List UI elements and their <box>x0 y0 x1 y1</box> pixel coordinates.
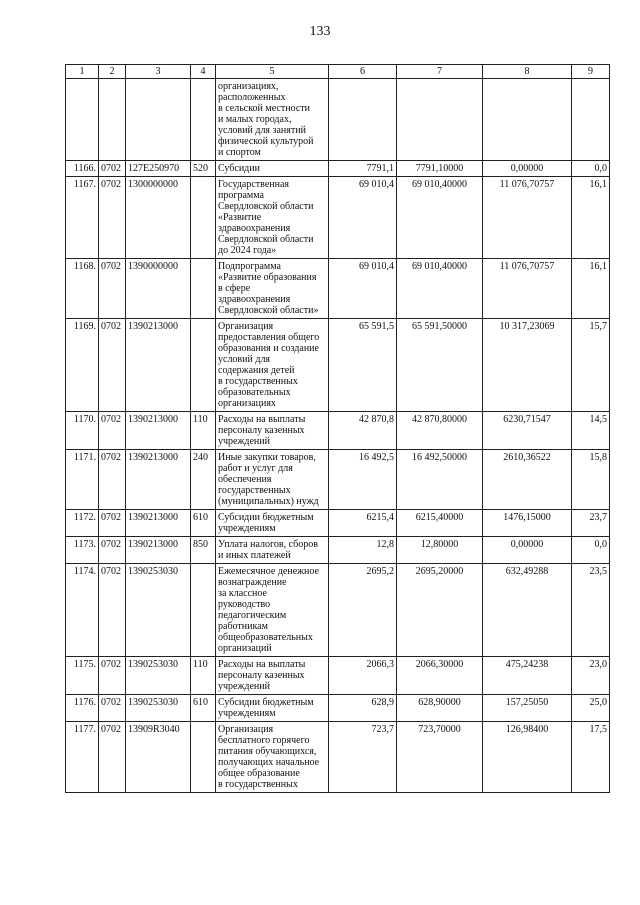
target-article-cell: 1390253030 <box>126 695 191 722</box>
row-number-cell <box>66 79 99 161</box>
row-number-cell: 1173. <box>66 537 99 564</box>
target-article-cell <box>126 79 191 161</box>
planned-amount-cell: 2695,20000 <box>397 564 483 657</box>
table-row <box>66 564 610 657</box>
executed-amount-cell <box>483 79 572 161</box>
target-article-cell: 1390213000 <box>126 510 191 537</box>
planned-amount-cell: 42 870,80000 <box>397 412 483 450</box>
expense-type-cell: 240 <box>191 450 216 510</box>
approved-amount-cell: 16 492,5 <box>329 450 397 510</box>
section-code-cell: 0702 <box>99 412 126 450</box>
item-name-cell: Расходы на выплаты персоналу казенных учреждений <box>216 412 329 450</box>
execution-percent-cell: 16,1 <box>572 259 610 319</box>
execution-percent-cell: 25,0 <box>572 695 610 722</box>
section-code-cell: 0702 <box>99 657 126 695</box>
execution-percent-cell: 15,8 <box>572 450 610 510</box>
approved-amount-cell: 723,7 <box>329 722 397 793</box>
section-code-cell: 0702 <box>99 319 126 412</box>
column-header: 9 <box>572 65 610 79</box>
planned-amount-cell: 16 492,50000 <box>397 450 483 510</box>
target-article-cell: 1390253030 <box>126 564 191 657</box>
expense-type-cell: 610 <box>191 695 216 722</box>
section-code-cell: 0702 <box>99 450 126 510</box>
row-number-cell: 1166. <box>66 161 99 177</box>
target-article-cell: 13909R3040 <box>126 722 191 793</box>
table-row <box>66 537 610 564</box>
table-row <box>66 510 610 537</box>
column-header: 8 <box>483 65 572 79</box>
approved-amount-cell: 42 870,8 <box>329 412 397 450</box>
execution-percent-cell: 14,5 <box>572 412 610 450</box>
planned-amount-cell: 723,70000 <box>397 722 483 793</box>
expense-type-cell <box>191 319 216 412</box>
expense-type-cell: 610 <box>191 510 216 537</box>
approved-amount-cell <box>329 79 397 161</box>
column-header: 5 <box>216 65 329 79</box>
approved-amount-cell: 2695,2 <box>329 564 397 657</box>
row-number-cell: 1174. <box>66 564 99 657</box>
section-code-cell: 0702 <box>99 161 126 177</box>
approved-amount-cell: 69 010,4 <box>329 177 397 259</box>
section-code-cell <box>99 79 126 161</box>
page-number: 133 <box>309 24 331 39</box>
expense-type-cell: 520 <box>191 161 216 177</box>
item-name-cell: Ежемесячное денежное вознаграждение за классное руководство педагогическим работникам общеобразовательных организаций <box>216 564 329 657</box>
executed-amount-cell: 11 076,70757 <box>483 259 572 319</box>
target-article-cell: 1300000000 <box>126 177 191 259</box>
planned-amount-cell <box>397 79 483 161</box>
execution-percent-cell: 15,7 <box>572 319 610 412</box>
executed-amount-cell: 632,49288 <box>483 564 572 657</box>
row-number-cell: 1172. <box>66 510 99 537</box>
planned-amount-cell: 2066,30000 <box>397 657 483 695</box>
execution-percent-cell: 0,0 <box>572 161 610 177</box>
table-row <box>66 412 610 450</box>
target-article-cell: 1390000000 <box>126 259 191 319</box>
execution-percent-cell: 23,7 <box>572 510 610 537</box>
target-article-cell: 1390213000 <box>126 412 191 450</box>
execution-percent-cell: 23,5 <box>572 564 610 657</box>
planned-amount-cell: 69 010,40000 <box>397 259 483 319</box>
row-number-cell: 1167. <box>66 177 99 259</box>
executed-amount-cell: 475,24238 <box>483 657 572 695</box>
item-name-cell: организациях, расположенных в сельской местности и малых городах, условий для занятий физической культурой и спортом <box>216 79 329 161</box>
expense-type-cell <box>191 259 216 319</box>
target-article-cell: 1390253030 <box>126 657 191 695</box>
planned-amount-cell: 7791,10000 <box>397 161 483 177</box>
expense-type-cell <box>191 177 216 259</box>
executed-amount-cell: 157,25050 <box>483 695 572 722</box>
column-header: 6 <box>329 65 397 79</box>
approved-amount-cell: 628,9 <box>329 695 397 722</box>
row-number-cell: 1175. <box>66 657 99 695</box>
approved-amount-cell: 69 010,4 <box>329 259 397 319</box>
section-code-cell: 0702 <box>99 537 126 564</box>
execution-percent-cell: 16,1 <box>572 177 610 259</box>
expense-type-cell <box>191 722 216 793</box>
row-number-cell: 1168. <box>66 259 99 319</box>
column-header: 1 <box>66 65 99 79</box>
planned-amount-cell: 65 591,50000 <box>397 319 483 412</box>
approved-amount-cell: 65 591,5 <box>329 319 397 412</box>
budget-table <box>65 64 610 793</box>
target-article-cell: 1390213000 <box>126 319 191 412</box>
column-header: 2 <box>99 65 126 79</box>
table-row <box>66 722 610 793</box>
row-number-cell: 1176. <box>66 695 99 722</box>
execution-percent-cell <box>572 79 610 161</box>
executed-amount-cell: 10 317,23069 <box>483 319 572 412</box>
row-number-cell: 1177. <box>66 722 99 793</box>
planned-amount-cell: 69 010,40000 <box>397 177 483 259</box>
executed-amount-cell: 126,98400 <box>483 722 572 793</box>
executed-amount-cell: 0,00000 <box>483 161 572 177</box>
item-name-cell: Субсидии <box>216 161 329 177</box>
approved-amount-cell: 7791,1 <box>329 161 397 177</box>
item-name-cell: Государственная программа Свердловской области «Развитие здравоохранения Свердловской области до 2024 года» <box>216 177 329 259</box>
section-code-cell: 0702 <box>99 695 126 722</box>
column-header: 4 <box>191 65 216 79</box>
section-code-cell: 0702 <box>99 259 126 319</box>
column-header: 7 <box>397 65 483 79</box>
expense-type-cell: 110 <box>191 657 216 695</box>
item-name-cell: Субсидии бюджетным учреждениям <box>216 510 329 537</box>
section-code-cell: 0702 <box>99 564 126 657</box>
executed-amount-cell: 2610,36522 <box>483 450 572 510</box>
table-row <box>66 657 610 695</box>
target-article-cell: 127E250970 <box>126 161 191 177</box>
executed-amount-cell: 6230,71547 <box>483 412 572 450</box>
expense-type-cell <box>191 564 216 657</box>
section-code-cell: 0702 <box>99 510 126 537</box>
expense-type-cell <box>191 79 216 161</box>
planned-amount-cell: 628,90000 <box>397 695 483 722</box>
table-row <box>66 177 610 259</box>
table-row <box>66 161 610 177</box>
section-code-cell: 0702 <box>99 722 126 793</box>
execution-percent-cell: 0,0 <box>572 537 610 564</box>
row-number-cell: 1171. <box>66 450 99 510</box>
executed-amount-cell: 11 076,70757 <box>483 177 572 259</box>
row-number-cell: 1170. <box>66 412 99 450</box>
planned-amount-cell: 12,80000 <box>397 537 483 564</box>
item-name-cell: Уплата налогов, сборов и иных платежей <box>216 537 329 564</box>
item-name-cell: Иные закупки товаров, работ и услуг для обеспечения государственных (муниципальных) нужд <box>216 450 329 510</box>
table-header-row <box>66 65 610 79</box>
table-row <box>66 319 610 412</box>
table-row <box>66 259 610 319</box>
column-header: 3 <box>126 65 191 79</box>
table-row <box>66 450 610 510</box>
table-body <box>66 79 610 793</box>
item-name-cell: Расходы на выплаты персоналу казенных учреждений <box>216 657 329 695</box>
target-article-cell: 1390213000 <box>126 537 191 564</box>
executed-amount-cell: 0,00000 <box>483 537 572 564</box>
approved-amount-cell: 2066,3 <box>329 657 397 695</box>
item-name-cell: Субсидии бюджетным учреждениям <box>216 695 329 722</box>
approved-amount-cell: 6215,4 <box>329 510 397 537</box>
item-name-cell: Организация бесплатного горячего питания обучающихся, получающих начальное общее образование в государственных <box>216 722 329 793</box>
executed-amount-cell: 1476,15000 <box>483 510 572 537</box>
row-number-cell: 1169. <box>66 319 99 412</box>
execution-percent-cell: 17,5 <box>572 722 610 793</box>
item-name-cell: Организация предоставления общего образования и создание условий для содержания детей в государственных образовательных организациях <box>216 319 329 412</box>
table-row <box>66 695 610 722</box>
item-name-cell: Подпрограмма «Развитие образования в сфере здравоохранения Свердловской области» <box>216 259 329 319</box>
planned-amount-cell: 6215,40000 <box>397 510 483 537</box>
expense-type-cell: 110 <box>191 412 216 450</box>
execution-percent-cell: 23,0 <box>572 657 610 695</box>
table-row <box>66 79 610 161</box>
expense-type-cell: 850 <box>191 537 216 564</box>
approved-amount-cell: 12,8 <box>329 537 397 564</box>
section-code-cell: 0702 <box>99 177 126 259</box>
target-article-cell: 1390213000 <box>126 450 191 510</box>
